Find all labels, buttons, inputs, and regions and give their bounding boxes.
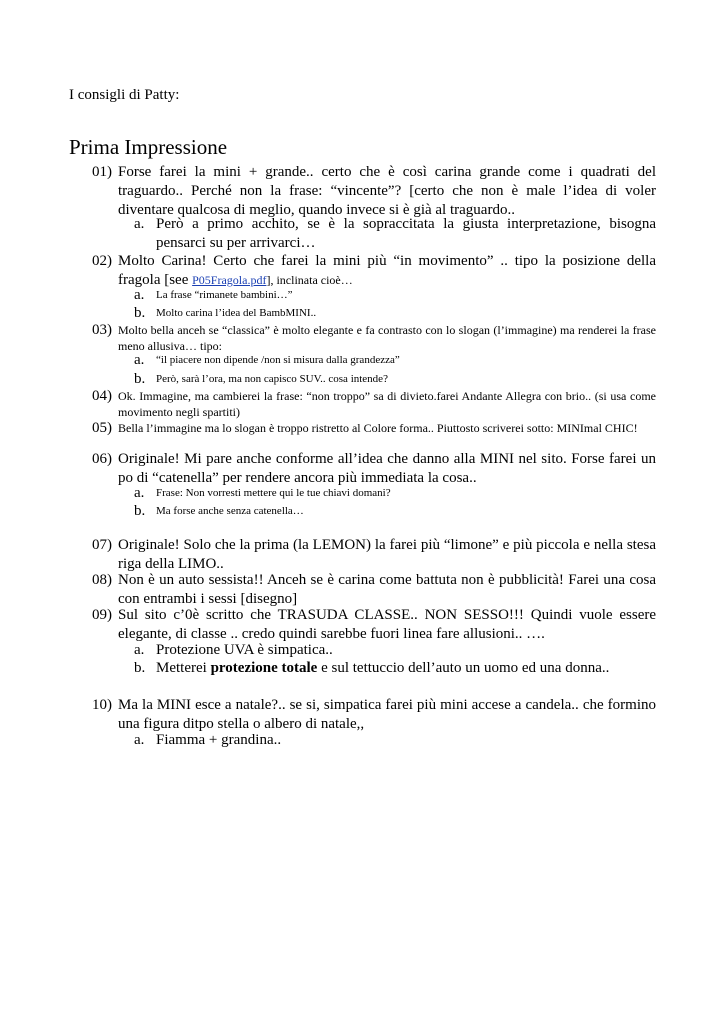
sub-item-text: Fiamma + grandina.. <box>156 732 282 748</box>
item-text: Non è un auto sessista!! Anceh se è carina come battuta non è pubblicità! Farei una cosa con entrambi i sessi [disegno] <box>118 572 656 607</box>
item-number: 08) <box>92 572 112 588</box>
item-number: 07) <box>92 537 112 553</box>
sub-item <box>134 288 656 303</box>
sub-item-text: “il piacere non dipende /non si misura dalla grandezza” <box>156 354 400 366</box>
sub-item-text: Però, sarà l’ora, ma non capisco SUV.. cosa intende? <box>156 373 388 385</box>
sub-item-text-part: e sul tettuccio dell’auto un uomo ed una donna.. <box>317 660 610 676</box>
item-number: 01) <box>92 164 112 180</box>
sub-item-label: a. <box>134 352 145 368</box>
item-number: 04) <box>92 388 112 404</box>
sub-item-text: La frase “rimanete bambini…” <box>156 289 293 301</box>
item-text <box>118 252 656 290</box>
sub-item <box>134 731 656 750</box>
item-text: Forse farei la mini + grande.. certo che è così carina grande come i quadrati del traguardo.. Perché non la frase: “vincente”? [certo che non è male l’idea di voler diventare qualcosa di meglio, quando invece si è già al traguardo.. <box>118 164 656 218</box>
sub-item-label: a. <box>134 216 145 232</box>
section-title: Prima Impressione <box>69 135 228 159</box>
sub-item-text: Però a primo acchito, se è la sopraccitata la giusta interpretazione, bisogna pensarci su per arrivarci… <box>156 216 656 251</box>
sub-item-text: Frase: Non vorresti mettere qui le tue chiavi domani? <box>156 487 391 499</box>
sub-item <box>134 215 656 253</box>
item-number: 10) <box>92 697 112 713</box>
sub-item-label: a. <box>134 485 145 501</box>
file-link[interactable]: P05Fragola.pdf <box>192 273 267 287</box>
list-item <box>92 696 656 734</box>
list-item <box>92 252 656 290</box>
list-item <box>92 450 656 488</box>
list-item <box>92 388 656 420</box>
item-number: 09) <box>92 607 112 623</box>
sub-item-label: b. <box>134 305 146 321</box>
sub-item-label: b. <box>134 503 146 519</box>
sub-item-text <box>156 659 656 678</box>
sub-item <box>134 486 656 501</box>
item-number: 06) <box>92 451 112 467</box>
list-item <box>92 322 656 354</box>
sub-item-label: b. <box>134 660 146 676</box>
item-number: 02) <box>92 253 112 269</box>
sub-item-label: b. <box>134 371 146 387</box>
item-text-part: Molto Carina! Certo che farei la mini più “in movimento” .. tipo la posizione della fragola [see <box>118 253 656 288</box>
list-item <box>92 536 656 574</box>
sub-item <box>134 353 656 368</box>
list-item <box>92 163 656 220</box>
intro-text: I consigli di Patty: <box>69 87 180 103</box>
sub-item <box>134 641 656 660</box>
sub-item-text: Ma forse anche senza catenella… <box>156 505 304 517</box>
list-item <box>92 606 656 644</box>
item-text: Originale! Solo che la prima (la LEMON) la farei più “limone” e più piccola e nella stesa riga della LIMO.. <box>118 537 656 572</box>
list-item <box>92 420 656 436</box>
item-text: Ok. Immagine, ma cambierei la frase: “non troppo” sa di divieto.farei Andante Allegra con brio.. (si usa come movimento negli spartiti) <box>118 389 656 419</box>
sub-item <box>134 372 656 387</box>
item-text: Ma la MINI esce a natale?.. se si, simpatica farei più mini accese a candela.. che formino una figura ditpo stella o albero di natale,, <box>118 697 656 732</box>
item-number: 05) <box>92 420 112 436</box>
bold-phrase: protezione totale <box>210 660 318 676</box>
item-number: 03) <box>92 322 112 338</box>
item-text: Molto bella anceh se “classica” è molto elegante e fa contrasto con lo slogan (l’immagine) ma renderei la frase meno allusiva… tipo: <box>118 323 656 353</box>
item-text: Originale! Mi pare anche conforme all’idea che danno alla MINI nel sito. Forse farei un po di “catenella” per rendere ancora più immediata la cosa.. <box>118 451 656 486</box>
sub-item-label: a. <box>134 732 145 748</box>
sub-item-text-part: Metterei <box>156 660 211 676</box>
item-text: Sul sito c’0è scritto che TRASUDA CLASSE.. NON SESSO!!! Quindi vuole essere elegante, di classe .. credo quindi sarebbe fuori linea fare allusioni.. …. <box>118 607 656 642</box>
sub-item <box>134 504 656 519</box>
sub-item-text: Protezione UVA è simpatica.. <box>156 642 333 658</box>
item-text: Bella l’immagine ma lo slogan è troppo ristretto al Colore forma.. Piuttosto scriverei sotto: MINImal CHIC! <box>118 421 638 435</box>
sub-item-label: a. <box>134 642 145 658</box>
sub-item-text: Molto carina l’idea del BambMINI.. <box>156 307 317 319</box>
list-item <box>92 571 656 609</box>
sub-item-label: a. <box>134 287 145 303</box>
sub-item <box>134 659 656 678</box>
item-text-part: ], inclinata cioè… <box>266 273 353 287</box>
sub-item <box>134 306 656 321</box>
